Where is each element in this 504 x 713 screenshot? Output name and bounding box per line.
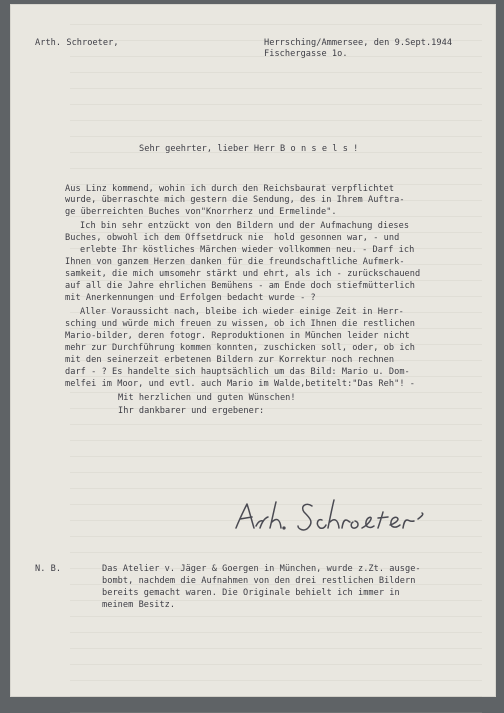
body-line: auf all die Jahre ehrlichen Bemühens - am Ende doch stiefmütterlich bbox=[65, 281, 415, 291]
letter-sheet bbox=[10, 4, 496, 697]
body-line: Ihnen von ganzem Herzen danken für die freundschaftliche Aufmerk- bbox=[65, 257, 405, 267]
body-line: Aller Voraussicht nach, bleibe ich wieder einige Zeit in Herr- bbox=[80, 307, 404, 317]
sender-name: Arth. Schroeter, bbox=[35, 38, 119, 48]
body-line: Mario-bilder, deren fotogr. Reproduktionen in München leider nicht bbox=[65, 331, 410, 341]
postscript-line: bombt, nachdem die Aufnahmen von den drei restlichen Bildern bbox=[102, 576, 416, 586]
body-line: Ihr dankbarer und ergebener: bbox=[118, 406, 265, 416]
body-line: darf - ? Es handelte sich hauptsächlich um das Bild: Mario u. Dom- bbox=[65, 367, 410, 377]
sender-address: Fischergasse 1o. bbox=[264, 49, 348, 59]
postscript-line: Das Atelier v. Jäger & Goergen in München, wurde z.Zt. ausge- bbox=[102, 564, 421, 574]
body-line: samkeit, die mich umsomehr stärkt und ehrt, als ich - zurückschauend bbox=[65, 269, 421, 279]
body-line: wurde, überraschte mich gestern die Sendung, des in Ihrem Auftra- bbox=[65, 195, 405, 205]
body-line: mit Anerkennungen und Erfolgen bedacht wurde - ? bbox=[65, 293, 316, 303]
body-line: Buches, obwohl ich dem Offsetdruck nie hold gesonnen war, - und bbox=[65, 233, 400, 243]
postscript-label: N. B. bbox=[35, 564, 62, 574]
salutation: Sehr geehrter, lieber Herr B o n s e l s ! bbox=[139, 144, 359, 154]
body-line: Mit herzlichen und guten Wünschen! bbox=[118, 393, 296, 403]
postscript-line: meinem Besitz. bbox=[102, 600, 176, 610]
body-line: mehr zur Durchführung kommen konnten, zuschicken soll, oder, ob ich bbox=[65, 343, 415, 353]
body-line: mit den seinerzeit erbetenen Bildern zur Korrektur noch rechnen bbox=[65, 355, 395, 365]
body-line: erlebte Ihr köstliches Märchen wieder vollkommen neu. - Darf ich bbox=[80, 245, 415, 255]
body-line: sching und würde mich freuen zu wissen, ob ich Ihnen die restlichen bbox=[65, 319, 415, 329]
place-date: Herrsching/Ammersee, den 9.Sept.1944 bbox=[264, 38, 453, 48]
body-line: ge überreichten Buches von"Knorrherz und Ermelinde". bbox=[65, 207, 337, 217]
postscript-line: bereits gemacht waren. Die Originale behielt ich immer in bbox=[102, 588, 400, 598]
body-line: Aus Linz kommend, wohin ich durch den Reichsbaurat verpflichtet bbox=[65, 184, 395, 194]
body-line: melfei im Moor, und evtl. auch Mario im Walde,betitelt:"Das Reh"! - bbox=[65, 379, 415, 389]
body-line: Ich bin sehr entzückt von den Bildern und der Aufmachung dieses bbox=[80, 221, 410, 231]
handwritten-signature bbox=[232, 492, 472, 538]
